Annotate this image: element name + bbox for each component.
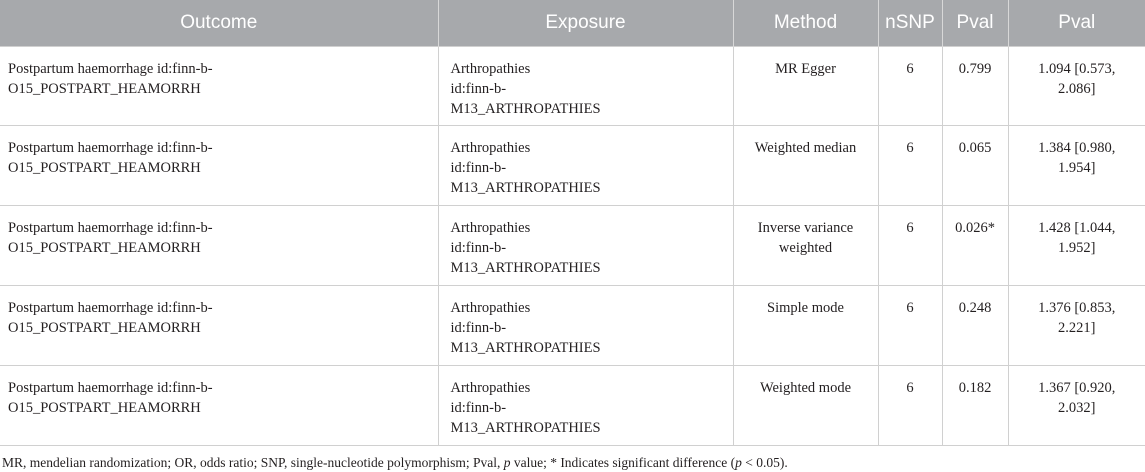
footnote-part3: < 0.05). — [741, 455, 788, 470]
cell-method: Weighted mode — [733, 366, 878, 446]
footnote-p-italic-2: p — [735, 455, 742, 470]
cell-nsnp: 6 — [878, 286, 942, 366]
col-header-or: Pval — [1008, 0, 1145, 47]
cell-nsnp: 6 — [878, 47, 942, 126]
cell-method: Weighted median — [733, 126, 878, 206]
cell-exposure — [438, 286, 733, 366]
exposure-line: M13_ARTHROPATHIES — [450, 180, 601, 196]
cell-outcome — [0, 286, 438, 366]
col-header-method: Method — [733, 0, 878, 47]
exposure-line: id:finn-b- — [450, 320, 507, 336]
cell-pval: 0.799 — [942, 47, 1008, 126]
cell-nsnp: 6 — [878, 206, 942, 286]
cell-exposure — [438, 366, 733, 446]
outcome-line: Postpartum haemorrhage id:finn-b- — [8, 380, 213, 396]
table-body — [0, 47, 1145, 446]
exposure-line: id:finn-b- — [450, 400, 507, 416]
outcome-line: Postpartum haemorrhage id:finn-b- — [8, 61, 213, 77]
cell-pval: 0.182 — [942, 366, 1008, 446]
exposure-line: Arthropathies — [450, 300, 531, 316]
exposure-line: id:finn-b- — [450, 81, 507, 97]
cell-exposure — [438, 47, 733, 126]
cell-outcome — [0, 366, 438, 446]
outcome-line: O15_POSTPART_HEAMORRH — [8, 320, 201, 336]
cell-or-ci: 1.376 [0.853, 2.221] — [1008, 286, 1145, 366]
cell-method: MR Egger — [733, 47, 878, 126]
outcome-line: Postpartum haemorrhage id:finn-b- — [8, 140, 213, 156]
table-footnote — [0, 446, 1145, 472]
cell-or-ci: 1.367 [0.920, 2.032] — [1008, 366, 1145, 446]
exposure-line: M13_ARTHROPATHIES — [450, 260, 601, 276]
cell-outcome — [0, 206, 438, 286]
footnote-part2: value; * Indicates significant difference ( — [510, 455, 736, 470]
cell-exposure — [438, 126, 733, 206]
outcome-line: Postpartum haemorrhage id:finn-b- — [8, 300, 213, 316]
cell-or-ci: 1.428 [1.044, 1.952] — [1008, 206, 1145, 286]
cell-pval: 0.026* — [942, 206, 1008, 286]
exposure-line: id:finn-b- — [450, 240, 507, 256]
col-header-nsnp: nSNP — [878, 0, 942, 47]
cell-nsnp: 6 — [878, 366, 942, 446]
table-row — [0, 366, 1145, 446]
table-row — [0, 126, 1145, 206]
footnote-part1: MR, mendelian randomization; OR, odds ratio; SNP, single-nucleotide polymorphism; Pval, — [2, 455, 504, 470]
cell-pval: 0.065 — [942, 126, 1008, 206]
cell-exposure — [438, 206, 733, 286]
col-header-pval: Pval — [942, 0, 1008, 47]
cell-pval: 0.248 — [942, 286, 1008, 366]
exposure-line: Arthropathies — [450, 61, 531, 77]
header-row — [0, 0, 1145, 47]
exposure-line: id:finn-b- — [450, 160, 507, 176]
outcome-line: O15_POSTPART_HEAMORRH — [8, 160, 201, 176]
cell-method: Inverse variance weighted — [733, 206, 878, 286]
table-row — [0, 286, 1145, 366]
exposure-line: M13_ARTHROPATHIES — [450, 101, 601, 117]
table-row — [0, 47, 1145, 126]
footnote-p-italic: p — [503, 455, 511, 470]
exposure-line: Arthropathies — [450, 140, 531, 156]
outcome-line: O15_POSTPART_HEAMORRH — [8, 400, 201, 416]
cell-or-ci: 1.094 [0.573, 2.086] — [1008, 47, 1145, 126]
col-header-outcome: Outcome — [0, 0, 438, 47]
outcome-line: O15_POSTPART_HEAMORRH — [8, 81, 201, 97]
cell-outcome — [0, 126, 438, 206]
outcome-line: O15_POSTPART_HEAMORRH — [8, 240, 201, 256]
table-row — [0, 206, 1145, 286]
col-header-exposure: Exposure — [438, 0, 733, 47]
exposure-line: M13_ARTHROPATHIES — [450, 420, 601, 436]
cell-nsnp: 6 — [878, 126, 942, 206]
exposure-line: M13_ARTHROPATHIES — [450, 340, 601, 356]
cell-or-ci: 1.384 [0.980, 1.954] — [1008, 126, 1145, 206]
cell-outcome — [0, 47, 438, 126]
exposure-line: Arthropathies — [450, 220, 531, 236]
exposure-line: Arthropathies — [450, 380, 531, 396]
cell-method: Simple mode — [733, 286, 878, 366]
outcome-line: Postpartum haemorrhage id:finn-b- — [8, 220, 213, 236]
